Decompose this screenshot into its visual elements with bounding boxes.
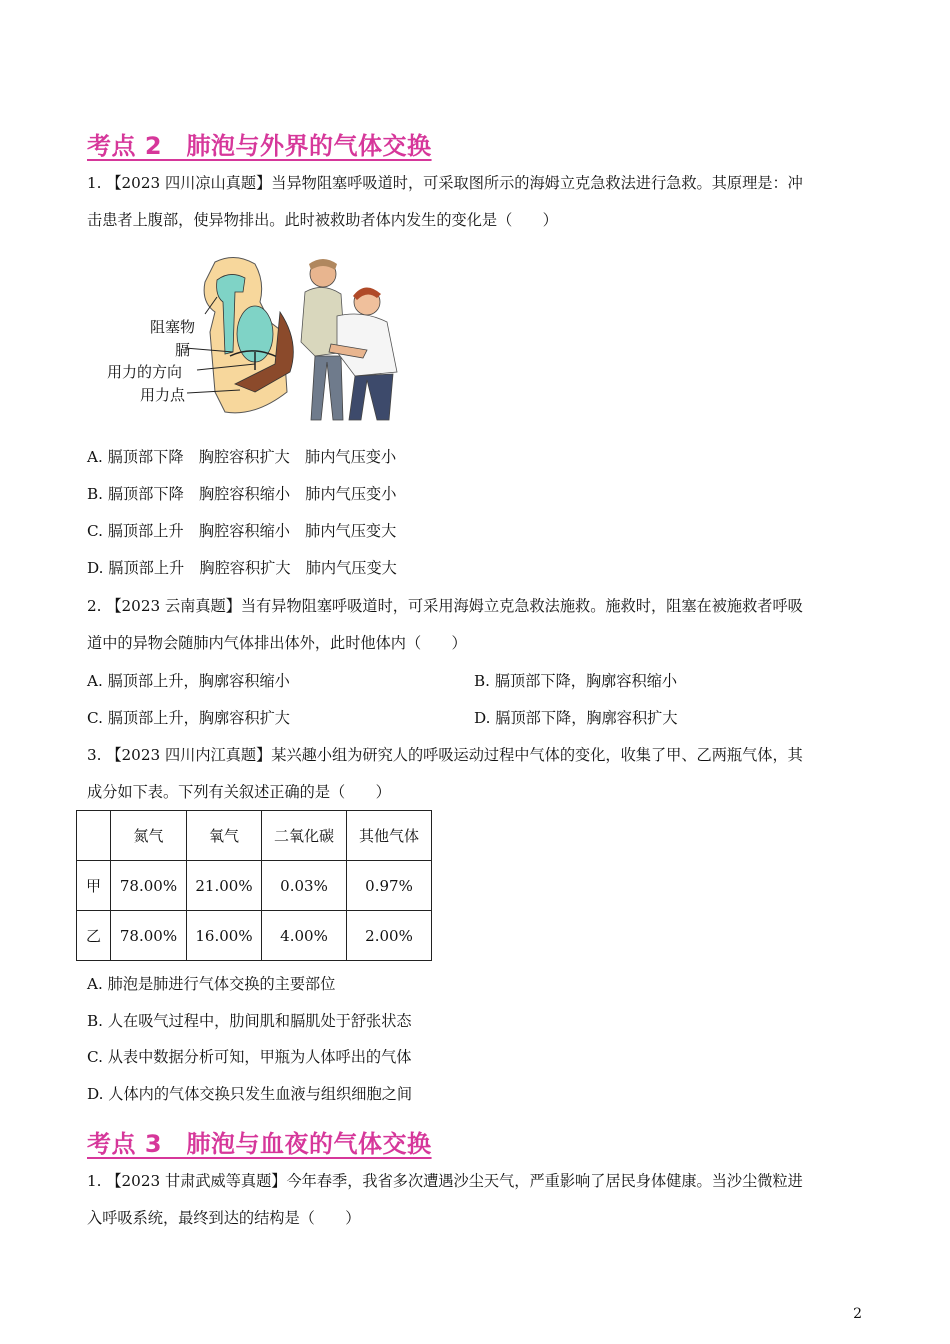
figure-label-diaphragm: 膈	[175, 341, 191, 359]
q1-stem-line-2: 击患者上腹部，使异物排出。此时被救助者体内发生的变化是（ ）	[87, 211, 558, 229]
table-cell: 4.00%	[262, 911, 347, 961]
q3-stem-line-2: 成分如下表。下列有关叙述正确的是（ ）	[87, 783, 391, 801]
table-cell: 21.00%	[187, 861, 262, 911]
q1-option-c: C. 膈顶部上升 胸腔容积缩小 肺内气压变大	[87, 522, 397, 540]
table-cell: 78.00%	[111, 911, 187, 961]
table-row	[77, 861, 432, 911]
page-number: 2	[853, 1306, 862, 1322]
table-cell: 16.00%	[187, 911, 262, 961]
q1-option-b: B. 膈顶部下降 胸腔容积缩小 肺内气压变小	[87, 485, 397, 503]
table-cell: 乙	[77, 911, 111, 961]
gas-composition-table	[76, 810, 432, 961]
q2-option-d: D. 膈顶部下降，胸廓容积扩大	[474, 709, 678, 727]
q3-option-b: B. 人在吸气过程中，肋间肌和膈肌处于舒张状态	[87, 1012, 412, 1030]
q1-stem-line-1: 1. 【2023 四川凉山真题】当异物阻塞呼吸道时，可采取图所示的海姆立克急救法进行急救。其原理是：冲	[87, 174, 803, 192]
table-header-cell: 二氧化碳	[262, 811, 347, 861]
heimlich-figure	[105, 252, 405, 424]
table-header-cell: 氮气	[111, 811, 187, 861]
table-cell: 0.03%	[262, 861, 347, 911]
q2-option-a: A. 膈顶部上升，胸廓容积缩小	[87, 672, 290, 690]
q4-stem-line-2: 入呼吸系统，最终到达的结构是（ ）	[87, 1209, 361, 1227]
section-heading-3: 考点 3 肺泡与血夜的气体交换	[87, 1130, 432, 1158]
table-cell: 0.97%	[347, 861, 432, 911]
q2-option-b: B. 膈顶部下降，胸廓容积缩小	[474, 672, 678, 690]
table-row	[77, 911, 432, 961]
figure-label-force-direction: 用力的方向	[107, 363, 183, 381]
table-cell: 甲	[77, 861, 111, 911]
q2-stem-line-1: 2. 【2023 云南真题】当有异物阻塞呼吸道时，可采用海姆立克急救法施救。施救时，阻塞在被施救者呼吸	[87, 597, 803, 615]
q1-option-d: D. 膈顶部上升 胸腔容积扩大 肺内气压变大	[87, 559, 397, 577]
q3-stem-line-1: 3. 【2023 四川内江真题】某兴趣小组为研究人的呼吸运动过程中气体的变化，收集了甲、乙两瓶气体，其	[87, 746, 803, 764]
table-header-cell: 氧气	[187, 811, 262, 861]
table-header-row	[77, 811, 432, 861]
q2-stem-line-2: 道中的异物会随肺内气体排出体外，此时他体内（ ）	[87, 634, 467, 652]
table-header-cell	[77, 811, 111, 861]
q3-option-a: A. 肺泡是肺进行气体交换的主要部位	[87, 975, 336, 993]
table-header-cell: 其他气体	[347, 811, 432, 861]
q3-option-d: D. 人体内的气体交换只发生血液与组织细胞之间	[87, 1085, 413, 1103]
q1-option-a: A. 膈顶部下降 胸腔容积扩大 肺内气压变小	[87, 448, 397, 466]
section-heading-2: 考点 2 肺泡与外界的气体交换	[87, 132, 432, 160]
table-cell: 2.00%	[347, 911, 432, 961]
q2-option-c: C. 膈顶部上升，胸廓容积扩大	[87, 709, 290, 727]
table-cell: 78.00%	[111, 861, 187, 911]
figure-label-force-point: 用力点	[140, 386, 186, 404]
figure-label-obstruction: 阻塞物	[150, 318, 196, 336]
q3-option-c: C. 从表中数据分析可知，甲瓶为人体呼出的气体	[87, 1048, 412, 1066]
q4-stem-line-1: 1. 【2023 甘肃武威等真题】今年春季，我省多次遭遇沙尘天气，严重影响了居民身体健康。当沙尘微粒进	[87, 1172, 803, 1190]
